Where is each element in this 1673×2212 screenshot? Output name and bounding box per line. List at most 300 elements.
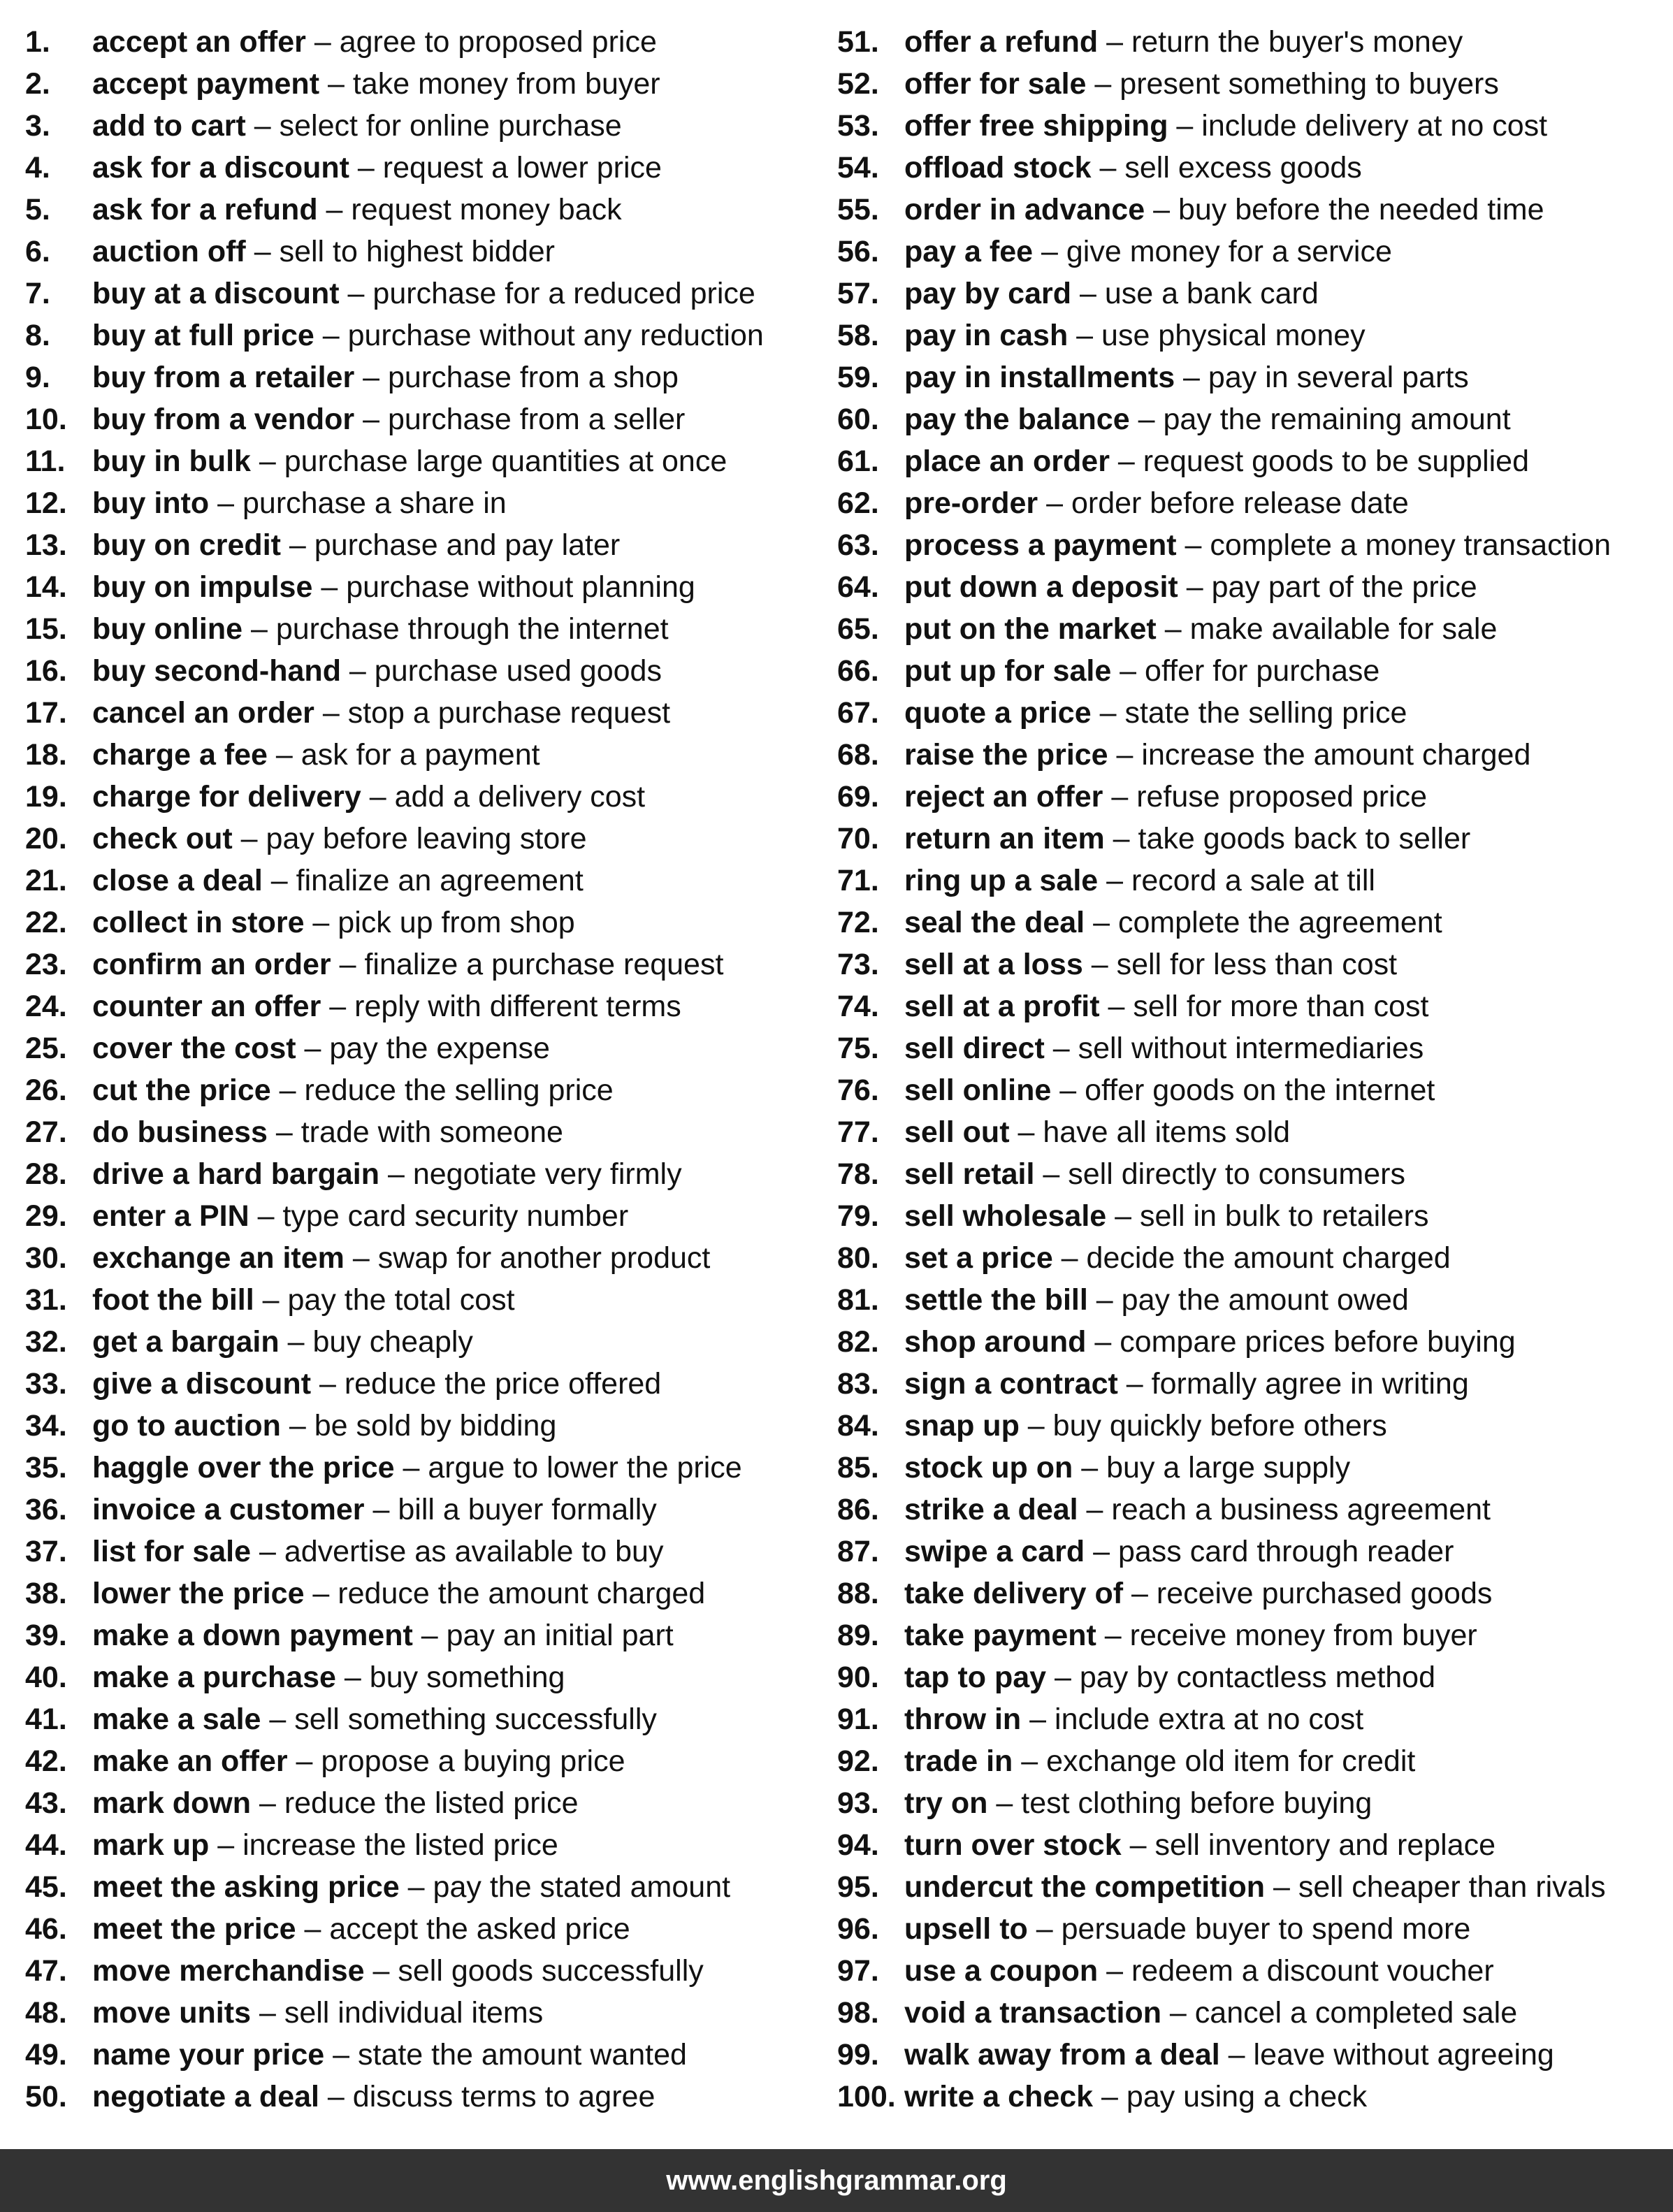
item-separator: – bbox=[1121, 1828, 1155, 1862]
list-item bbox=[837, 1740, 1662, 1782]
list-item bbox=[837, 315, 1662, 356]
item-number: 46. bbox=[25, 1912, 67, 1946]
item-number: 54. bbox=[837, 151, 879, 185]
item-separator: – bbox=[1038, 486, 1071, 520]
item-text bbox=[92, 1656, 565, 1698]
item-text bbox=[92, 21, 657, 63]
item-term: cover the cost bbox=[92, 1032, 296, 1065]
item-number: 39. bbox=[25, 1619, 67, 1652]
item-number: 31. bbox=[25, 1283, 67, 1317]
item-separator: – bbox=[1096, 1619, 1130, 1652]
list-item bbox=[25, 482, 829, 524]
item-term: reject an offer bbox=[904, 780, 1103, 814]
list-item bbox=[25, 315, 829, 356]
item-text bbox=[904, 608, 1497, 650]
item-text bbox=[92, 776, 645, 818]
item-term: sell at a profit bbox=[904, 990, 1100, 1023]
item-definition: complete the agreement bbox=[1117, 906, 1442, 939]
item-separator: – bbox=[1013, 1744, 1047, 1778]
item-text bbox=[92, 482, 507, 524]
item-definition: add a delivery cost bbox=[394, 780, 646, 814]
phrase-list bbox=[0, 21, 1673, 2118]
item-number: 21. bbox=[25, 864, 67, 897]
item-term: cancel an order bbox=[92, 696, 314, 730]
item-definition: sell something successfully bbox=[294, 1703, 657, 1736]
item-definition: purchase large quantities at once bbox=[284, 444, 727, 478]
item-definition: offer goods on the internet bbox=[1085, 1074, 1435, 1107]
item-term: process a payment bbox=[904, 528, 1177, 562]
item-term: buy from a vendor bbox=[92, 403, 355, 436]
item-term: seal the deal bbox=[904, 906, 1085, 939]
item-term: upsell to bbox=[904, 1912, 1028, 1946]
item-number: 14. bbox=[25, 570, 67, 604]
item-term: try on bbox=[904, 1786, 988, 1820]
item-separator: – bbox=[1219, 2038, 1254, 2072]
list-item bbox=[25, 1153, 829, 1195]
list-item bbox=[837, 1321, 1662, 1363]
list-item bbox=[837, 21, 1662, 63]
item-term: haggle over the price bbox=[92, 1451, 395, 1484]
item-number: 45. bbox=[25, 1870, 67, 1904]
item-separator: – bbox=[1108, 738, 1142, 772]
item-separator: – bbox=[1098, 864, 1132, 897]
item-number: 13. bbox=[25, 528, 67, 562]
item-number: 96. bbox=[837, 1912, 879, 1946]
item-definition: leave without agreeing bbox=[1253, 2038, 1554, 2072]
item-term: accept an offer bbox=[92, 25, 306, 59]
item-definition: reach a business agreement bbox=[1111, 1493, 1491, 1526]
item-term: offload stock bbox=[904, 151, 1092, 185]
item-definition: request money back bbox=[351, 193, 622, 226]
item-number: 89. bbox=[837, 1619, 879, 1652]
item-number: 55. bbox=[837, 193, 879, 226]
item-number: 5. bbox=[25, 193, 50, 226]
item-term: make a sale bbox=[92, 1703, 261, 1736]
item-term: pay in cash bbox=[904, 319, 1069, 352]
item-term: offer for sale bbox=[904, 67, 1087, 101]
item-definition: discuss terms to agree bbox=[352, 2080, 656, 2113]
item-definition: pick up from shop bbox=[338, 906, 575, 939]
item-text bbox=[904, 1782, 1372, 1824]
item-text bbox=[904, 147, 1362, 189]
item-number: 68. bbox=[837, 738, 879, 772]
item-number: 69. bbox=[837, 780, 879, 814]
item-separator: – bbox=[364, 1954, 398, 1988]
item-definition: state the amount wanted bbox=[358, 2038, 687, 2072]
item-separator: – bbox=[280, 1409, 314, 1443]
item-number: 76. bbox=[837, 1074, 879, 1107]
item-term: snap up bbox=[904, 1409, 1020, 1443]
item-definition: use a bank card bbox=[1104, 277, 1319, 310]
item-text bbox=[904, 818, 1470, 860]
item-definition: sell individual items bbox=[284, 1996, 544, 2030]
list-item bbox=[837, 1866, 1662, 1908]
list-item bbox=[837, 482, 1662, 524]
item-text bbox=[904, 860, 1375, 902]
item-separator: – bbox=[270, 1074, 305, 1107]
item-term: place an order bbox=[904, 444, 1110, 478]
item-separator: – bbox=[1044, 1032, 1078, 1065]
item-separator: – bbox=[1111, 654, 1145, 688]
item-separator: – bbox=[1178, 570, 1212, 604]
item-definition: buy a large supply bbox=[1106, 1451, 1351, 1484]
item-term: tap to pay bbox=[904, 1661, 1047, 1694]
item-definition: select for online purchase bbox=[279, 109, 622, 143]
item-text bbox=[904, 1824, 1495, 1866]
item-number: 82. bbox=[837, 1325, 879, 1359]
list-item bbox=[837, 105, 1662, 147]
list-item bbox=[837, 1069, 1662, 1111]
item-term: undercut the competition bbox=[904, 1870, 1265, 1904]
item-definition: return the buyer's money bbox=[1131, 25, 1463, 59]
item-text bbox=[904, 189, 1544, 231]
list-item bbox=[837, 1531, 1662, 1573]
item-text bbox=[92, 1027, 550, 1069]
item-term: buy in bulk bbox=[92, 444, 251, 478]
item-text bbox=[92, 1531, 663, 1573]
item-number: 4. bbox=[25, 151, 50, 185]
item-term: close a deal bbox=[92, 864, 263, 897]
item-term: meet the asking price bbox=[92, 1870, 400, 1904]
item-term: walk away from a deal bbox=[904, 2038, 1220, 2072]
item-definition: sell in bulk to retailers bbox=[1140, 1199, 1429, 1233]
item-definition: include extra at no cost bbox=[1055, 1703, 1364, 1736]
item-number: 20. bbox=[25, 822, 67, 855]
item-separator: – bbox=[1104, 822, 1138, 855]
list-item bbox=[837, 1447, 1662, 1489]
item-separator: – bbox=[251, 1996, 284, 2030]
item-definition: sell directly to consumers bbox=[1068, 1157, 1405, 1191]
item-separator: – bbox=[251, 1786, 284, 1820]
list-item bbox=[837, 2034, 1662, 2076]
list-item bbox=[837, 1111, 1662, 1153]
item-definition: negotiate very firmly bbox=[412, 1157, 682, 1191]
list-item bbox=[837, 1992, 1662, 2034]
list-item bbox=[837, 1573, 1662, 1614]
item-separator: – bbox=[319, 67, 353, 101]
list-item bbox=[25, 1321, 829, 1363]
item-definition: finalize an agreement bbox=[296, 864, 584, 897]
item-definition: swap for another product bbox=[377, 1241, 711, 1275]
list-item bbox=[25, 650, 829, 692]
item-text bbox=[92, 1321, 473, 1363]
list-item bbox=[837, 902, 1662, 944]
item-text bbox=[92, 1740, 625, 1782]
list-item bbox=[837, 944, 1662, 985]
list-item bbox=[837, 63, 1662, 105]
item-separator: – bbox=[339, 277, 373, 310]
list-item bbox=[25, 1740, 829, 1782]
item-number: 93. bbox=[837, 1786, 879, 1820]
list-item bbox=[837, 440, 1662, 482]
item-number: 34. bbox=[25, 1409, 67, 1443]
website-url[interactable]: www.englishgrammar.org bbox=[666, 2164, 1007, 2196]
list-item bbox=[837, 1950, 1662, 1992]
list-item bbox=[25, 2034, 829, 2076]
item-number: 27. bbox=[25, 1115, 67, 1149]
item-definition: reduce the amount charged bbox=[338, 1577, 706, 1610]
list-item bbox=[25, 1950, 829, 1992]
item-separator: – bbox=[379, 1157, 413, 1191]
item-separator: – bbox=[1156, 612, 1190, 646]
item-text bbox=[92, 1363, 661, 1405]
item-separator: – bbox=[251, 1535, 284, 1568]
item-definition: type card security number bbox=[282, 1199, 629, 1233]
item-text bbox=[904, 1656, 1435, 1698]
item-text bbox=[92, 818, 587, 860]
item-separator: – bbox=[317, 193, 352, 226]
item-text bbox=[92, 1153, 682, 1195]
list-item bbox=[25, 608, 829, 650]
item-number: 71. bbox=[837, 864, 879, 897]
item-separator: – bbox=[1098, 25, 1131, 59]
list-item bbox=[25, 1866, 829, 1908]
item-term: sign a contract bbox=[904, 1367, 1118, 1401]
item-separator: – bbox=[1021, 1703, 1055, 1736]
item-term: ask for a refund bbox=[92, 193, 318, 226]
item-separator: – bbox=[312, 570, 347, 604]
item-text bbox=[92, 650, 662, 692]
item-separator: – bbox=[209, 486, 243, 520]
item-separator: – bbox=[304, 1577, 338, 1610]
item-definition: finalize a purchase request bbox=[364, 948, 724, 981]
list-item bbox=[25, 1531, 829, 1573]
item-text bbox=[904, 1321, 1516, 1363]
list-item bbox=[25, 1782, 829, 1824]
item-term: buy into bbox=[92, 486, 210, 520]
list-item bbox=[25, 1195, 829, 1237]
item-separator: – bbox=[1068, 319, 1102, 352]
item-term: drive a hard bargain bbox=[92, 1157, 380, 1191]
item-term: move units bbox=[92, 1996, 251, 2030]
item-number: 41. bbox=[25, 1703, 67, 1736]
list-item bbox=[25, 1489, 829, 1531]
item-separator: – bbox=[364, 1493, 398, 1526]
item-separator: – bbox=[311, 1367, 345, 1401]
item-definition: pay part of the price bbox=[1211, 570, 1477, 604]
item-term: make a down payment bbox=[92, 1619, 413, 1652]
list-item bbox=[25, 1614, 829, 1656]
item-separator: – bbox=[1161, 1996, 1195, 2030]
item-definition: purchase through the internet bbox=[275, 612, 669, 646]
list-item bbox=[25, 1992, 829, 2034]
list-item bbox=[837, 1489, 1662, 1531]
list-item bbox=[837, 1279, 1662, 1321]
item-term: sell at a loss bbox=[904, 948, 1083, 981]
item-separator: – bbox=[335, 1661, 370, 1694]
item-separator: – bbox=[1046, 1661, 1080, 1694]
item-text bbox=[904, 1531, 1454, 1573]
item-separator: – bbox=[1175, 361, 1208, 394]
item-number: 85. bbox=[837, 1451, 879, 1484]
item-definition: increase the amount charged bbox=[1141, 738, 1531, 772]
item-term: auction off bbox=[92, 235, 246, 268]
item-text bbox=[904, 902, 1442, 944]
item-term: throw in bbox=[904, 1703, 1022, 1736]
list-item bbox=[25, 21, 829, 63]
item-number: 87. bbox=[837, 1535, 879, 1568]
item-text bbox=[92, 1489, 657, 1531]
item-separator: – bbox=[314, 319, 348, 352]
item-number: 7. bbox=[25, 277, 50, 310]
item-separator: – bbox=[1087, 1283, 1122, 1317]
item-text bbox=[904, 1069, 1435, 1111]
list-item bbox=[837, 524, 1662, 566]
item-number: 6. bbox=[25, 235, 50, 268]
item-number: 25. bbox=[25, 1032, 67, 1065]
item-term: buy from a retailer bbox=[92, 361, 355, 394]
item-definition: pay the amount owed bbox=[1121, 1283, 1409, 1317]
item-text bbox=[92, 315, 764, 356]
item-separator: – bbox=[1091, 696, 1125, 730]
item-separator: – bbox=[296, 1912, 330, 1946]
item-definition: present something to buyers bbox=[1120, 67, 1499, 101]
item-definition: purchase used goods bbox=[374, 654, 662, 688]
item-definition: pay by contactless method bbox=[1079, 1661, 1436, 1694]
item-separator: – bbox=[1265, 1870, 1298, 1904]
item-text bbox=[92, 1698, 657, 1740]
item-term: stock up on bbox=[904, 1451, 1073, 1484]
item-separator: – bbox=[1019, 1409, 1053, 1443]
item-text bbox=[92, 1447, 742, 1489]
item-text bbox=[92, 985, 681, 1027]
item-term: ring up a sale bbox=[904, 864, 1099, 897]
item-separator: – bbox=[1129, 403, 1164, 436]
item-number: 88. bbox=[837, 1577, 879, 1610]
list-item bbox=[837, 2076, 1662, 2118]
item-separator: – bbox=[399, 1870, 433, 1904]
item-text bbox=[92, 273, 755, 315]
item-text bbox=[92, 1782, 579, 1824]
item-term: foot the bill bbox=[92, 1283, 254, 1317]
item-number: 30. bbox=[25, 1241, 67, 1275]
item-text bbox=[904, 1027, 1424, 1069]
item-text bbox=[92, 105, 622, 147]
item-number: 57. bbox=[837, 277, 879, 310]
item-term: name your price bbox=[92, 2038, 325, 2072]
item-number: 67. bbox=[837, 696, 879, 730]
item-term: write a check bbox=[904, 2080, 1094, 2113]
item-separator: – bbox=[1109, 444, 1143, 478]
phrase-column-left bbox=[25, 21, 829, 2118]
item-definition: pay the expense bbox=[329, 1032, 550, 1065]
list-item bbox=[25, 1447, 829, 1489]
item-text bbox=[904, 1950, 1494, 1992]
item-term: put down a deposit bbox=[904, 570, 1178, 604]
list-item bbox=[25, 1405, 829, 1447]
item-term: swipe a card bbox=[904, 1535, 1085, 1568]
item-definition: increase the listed price bbox=[242, 1828, 558, 1862]
list-item bbox=[25, 1363, 829, 1405]
item-number: 56. bbox=[837, 235, 879, 268]
item-definition: decide the amount charged bbox=[1086, 1241, 1451, 1275]
item-number: 62. bbox=[837, 486, 879, 520]
list-item bbox=[837, 1698, 1662, 1740]
item-term: set a price bbox=[904, 1241, 1053, 1275]
item-definition: buy cheaply bbox=[312, 1325, 473, 1359]
item-number: 38. bbox=[25, 1577, 67, 1610]
item-text bbox=[904, 1908, 1470, 1950]
item-text bbox=[904, 734, 1530, 776]
item-term: move merchandise bbox=[92, 1954, 365, 1988]
item-term: buy on impulse bbox=[92, 570, 313, 604]
item-number: 48. bbox=[25, 1996, 67, 2030]
item-term: get a bargain bbox=[92, 1325, 280, 1359]
item-separator: – bbox=[321, 990, 355, 1023]
item-separator: – bbox=[250, 444, 284, 478]
item-separator: – bbox=[267, 738, 301, 772]
item-term: offer a refund bbox=[904, 25, 1099, 59]
item-text bbox=[904, 566, 1477, 608]
item-definition: refuse proposed price bbox=[1136, 780, 1428, 814]
list-item bbox=[25, 860, 829, 902]
item-term: check out bbox=[92, 822, 233, 855]
item-number: 47. bbox=[25, 1954, 67, 1988]
item-number: 92. bbox=[837, 1744, 879, 1778]
item-text bbox=[92, 1069, 614, 1111]
item-definition: pay the stated amount bbox=[433, 1870, 731, 1904]
item-separator: – bbox=[344, 1241, 378, 1275]
item-separator: – bbox=[1085, 906, 1118, 939]
item-term: order in advance bbox=[904, 193, 1145, 226]
item-number: 35. bbox=[25, 1451, 67, 1484]
item-term: raise the price bbox=[904, 738, 1108, 772]
item-separator: – bbox=[1145, 193, 1178, 226]
item-number: 84. bbox=[837, 1409, 879, 1443]
item-text bbox=[92, 692, 670, 734]
item-number: 58. bbox=[837, 319, 879, 352]
item-text bbox=[92, 1908, 630, 1950]
item-separator: – bbox=[267, 1115, 301, 1149]
item-definition: purchase from a shop bbox=[388, 361, 679, 394]
item-definition: sell to highest bidder bbox=[279, 235, 555, 268]
item-definition: purchase a share in bbox=[242, 486, 507, 520]
item-text bbox=[904, 1363, 1469, 1405]
list-item bbox=[837, 1824, 1662, 1866]
item-term: take delivery of bbox=[904, 1577, 1124, 1610]
list-item bbox=[837, 1237, 1662, 1279]
item-term: put on the market bbox=[904, 612, 1157, 646]
item-text bbox=[904, 1279, 1409, 1321]
item-term: charge for delivery bbox=[92, 780, 361, 814]
item-separator: – bbox=[331, 948, 365, 981]
item-separator: – bbox=[1176, 528, 1210, 562]
item-number: 59. bbox=[837, 361, 879, 394]
item-separator: – bbox=[254, 1283, 288, 1317]
item-number: 32. bbox=[25, 1325, 67, 1359]
list-item bbox=[25, 63, 829, 105]
item-number: 11. bbox=[25, 444, 66, 478]
list-item bbox=[837, 273, 1662, 315]
item-definition: pay an initial part bbox=[446, 1619, 674, 1652]
item-number: 9. bbox=[25, 361, 50, 394]
item-term: sell wholesale bbox=[904, 1199, 1107, 1233]
item-definition: state the selling price bbox=[1124, 696, 1407, 730]
item-term: strike a deal bbox=[904, 1493, 1078, 1526]
item-definition: purchase from a seller bbox=[387, 403, 686, 436]
item-text bbox=[904, 1698, 1363, 1740]
item-term: sell direct bbox=[904, 1032, 1045, 1065]
item-text bbox=[904, 21, 1463, 63]
item-term: negotiate a deal bbox=[92, 2080, 319, 2113]
item-separator: – bbox=[261, 1703, 295, 1736]
item-text bbox=[92, 566, 695, 608]
list-item bbox=[25, 566, 829, 608]
item-text bbox=[92, 2076, 655, 2118]
item-number: 81. bbox=[837, 1283, 879, 1317]
item-number: 22. bbox=[25, 906, 67, 939]
item-number: 70. bbox=[837, 822, 879, 855]
